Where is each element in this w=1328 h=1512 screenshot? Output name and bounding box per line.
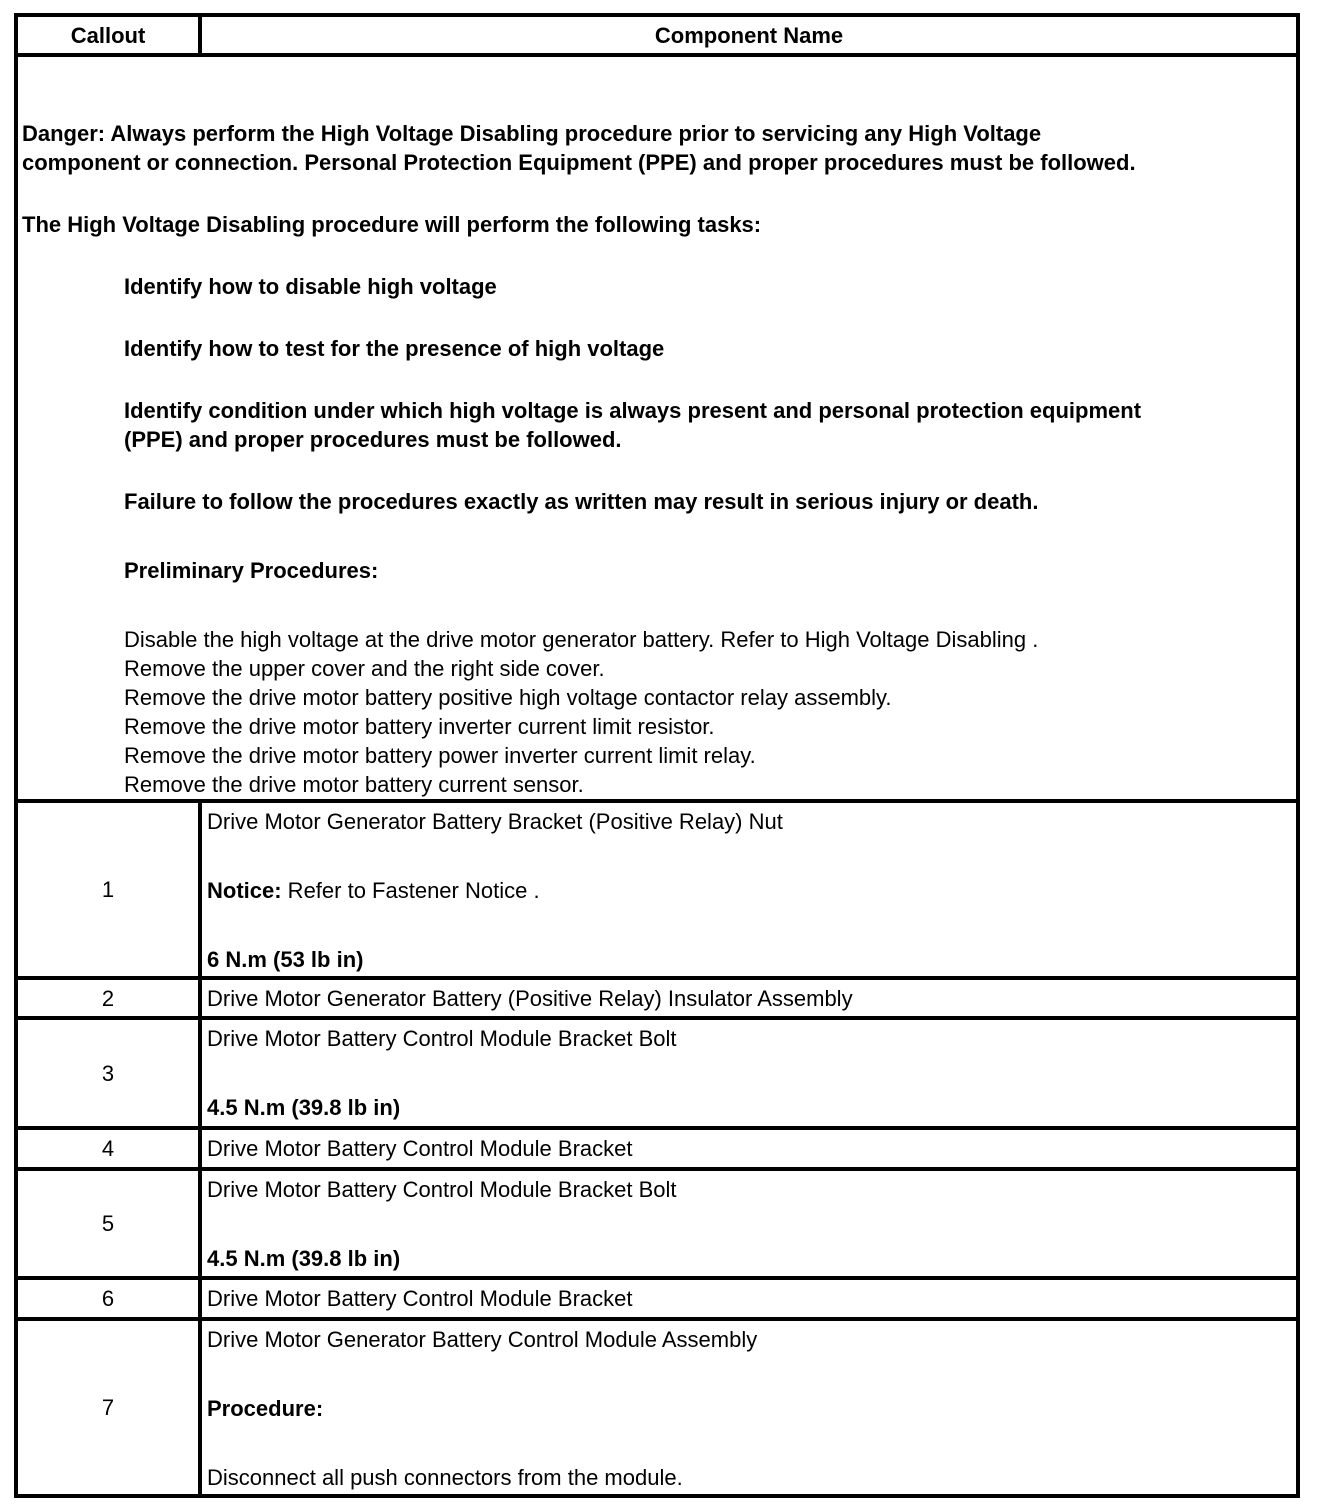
table-row [16,1278,1298,1319]
callout-3: 3 [16,1018,200,1128]
component-name: Drive Motor Battery Control Module Bracket Bolt [207,1026,677,1051]
table-row [16,1018,1298,1128]
notice-label: Notice: [207,878,282,903]
task-1: Identify how to disable high voltage [124,274,497,299]
component-name: Drive Motor Battery Control Module Bracket [207,1136,633,1161]
component-1 [200,801,1298,978]
component-7 [200,1319,1298,1496]
step-3: Remove the drive motor battery positive high voltage contactor relay assembly. [124,685,892,710]
danger-line-2: component or connection. Personal Protection Equipment (PPE) and proper procedures must be followed. [22,150,1136,175]
intro-row [16,55,1298,801]
procedure-label: Procedure: [207,1396,324,1421]
procedure-text: Disconnect all push connectors from the module. [207,1465,683,1490]
component-2 [200,978,1298,1018]
step-6: Remove the drive motor battery current sensor. [124,772,584,797]
header-component-name: Component Name [200,15,1298,55]
intro-cell [16,55,1298,801]
component-4 [200,1128,1298,1169]
task-3-line-1: Identify condition under which high voltage is always present and personal protection equipment [124,398,1142,423]
callout-2: 2 [16,978,200,1018]
table-row [16,1169,1298,1278]
component-5 [200,1169,1298,1278]
step-2: Remove the upper cover and the right side cover. [124,656,605,681]
step-4: Remove the drive motor battery inverter current limit resistor. [124,714,715,739]
tasks-heading: The High Voltage Disabling procedure will perform the following tasks: [22,212,762,237]
callout-4: 4 [16,1128,200,1169]
component-6 [200,1278,1298,1319]
callout-6: 6 [16,1278,200,1319]
component-name: Drive Motor Generator Battery Bracket (Positive Relay) Nut [207,809,783,834]
callout-1: 1 [16,801,200,978]
header-callout: Callout [16,15,200,55]
danger-line-1: Danger: Always perform the High Voltage Disabling procedure prior to servicing any High Voltage [22,121,1042,146]
table-header-row [16,15,1298,55]
task-3-line-2: (PPE) and proper procedures must be followed. [124,427,622,452]
table-row [16,1128,1298,1169]
component-table [14,13,1300,1498]
notice-text: Refer to Fastener Notice . [281,878,540,903]
table-row [16,1319,1298,1496]
preliminary-heading: Preliminary Procedures: [124,558,379,583]
table-row [16,801,1298,978]
component-name: Drive Motor Generator Battery Control Module Assembly [207,1327,758,1352]
callout-7: 7 [16,1319,200,1496]
task-2: Identify how to test for the presence of high voltage [124,336,665,361]
torque-spec: 4.5 N.m (39.8 lb in) [207,1095,401,1120]
component-name: Drive Motor Generator Battery (Positive Relay) Insulator Assembly [207,986,853,1011]
notice-line [207,876,1296,905]
torque-spec: 4.5 N.m (39.8 lb in) [207,1246,401,1271]
component-3 [200,1018,1298,1128]
warning-text: Failure to follow the procedures exactly as written may result in serious injury or death. [124,489,1039,514]
torque-spec: 6 N.m (53 lb in) [207,947,364,972]
step-5: Remove the drive motor battery power inverter current limit relay. [124,743,756,768]
component-name: Drive Motor Battery Control Module Bracket [207,1286,633,1311]
table-row [16,978,1298,1018]
component-name: Drive Motor Battery Control Module Bracket Bolt [207,1177,677,1202]
step-1: Disable the high voltage at the drive motor generator battery. Refer to High Voltage Disabling . [124,627,1039,652]
callout-5: 5 [16,1169,200,1278]
